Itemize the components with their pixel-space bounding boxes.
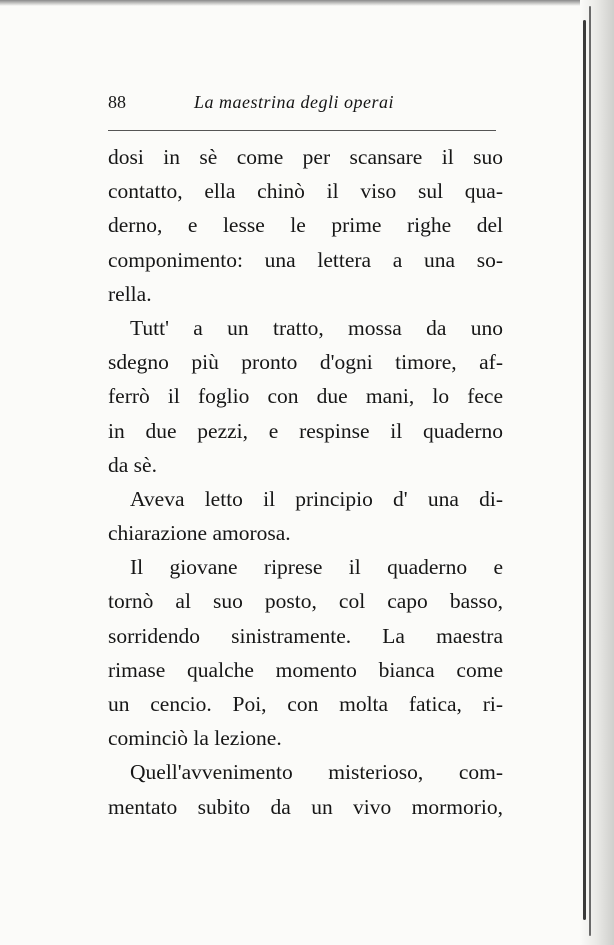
text-line: tornò al suo posto, col capo basso, <box>108 589 503 614</box>
text-line: sdegno più pronto d'ogni timore, af- <box>108 350 503 375</box>
book-spine-edge-inner <box>589 6 591 936</box>
paragraph-start-line: Il giovane riprese il quaderno e <box>130 555 503 580</box>
text-line: rimase qualche momento bianca come <box>108 657 503 682</box>
text-line: componimento: una lettera a una so- <box>108 247 503 272</box>
page-number: 88 <box>108 92 126 112</box>
text-line: sorridendo sinistramente. La maestra <box>108 623 503 648</box>
paragraph-start-line: Tutt' a un tratto, mossa da uno <box>130 315 503 340</box>
running-title: La maestrina degli operai <box>194 92 394 112</box>
text-line: contatto, ella chinò il viso sul qua- <box>108 179 503 204</box>
body-text <box>108 140 503 824</box>
text-line: mentato subito da un vivo mormorio, <box>108 794 503 819</box>
paragraph-start-line: Aveva letto il principio d' una di- <box>130 486 503 511</box>
text-line: rella. <box>108 281 152 306</box>
text-line: dosi in sè come per scansare il suo <box>108 145 503 169</box>
text-line: da sè. <box>108 452 157 477</box>
paragraph-start-line: Quell'avvenimento misterioso, com- <box>130 760 503 785</box>
page-header <box>108 92 498 116</box>
text-line: un cencio. Poi, con molta fatica, ri- <box>108 692 503 716</box>
page-top-edge <box>0 0 614 6</box>
text-line: chiarazione amorosa. <box>108 521 291 546</box>
book-spine-edge <box>583 20 586 920</box>
text-line: in due pezzi, e respinse il quaderno <box>108 418 503 443</box>
text-line: derno, e lesse le prime righe del <box>108 213 503 238</box>
header-rule <box>108 130 496 131</box>
text-line: cominciò la lezione. <box>108 726 282 751</box>
text-line: ferrò il foglio con due mani, lo fece <box>108 384 503 409</box>
